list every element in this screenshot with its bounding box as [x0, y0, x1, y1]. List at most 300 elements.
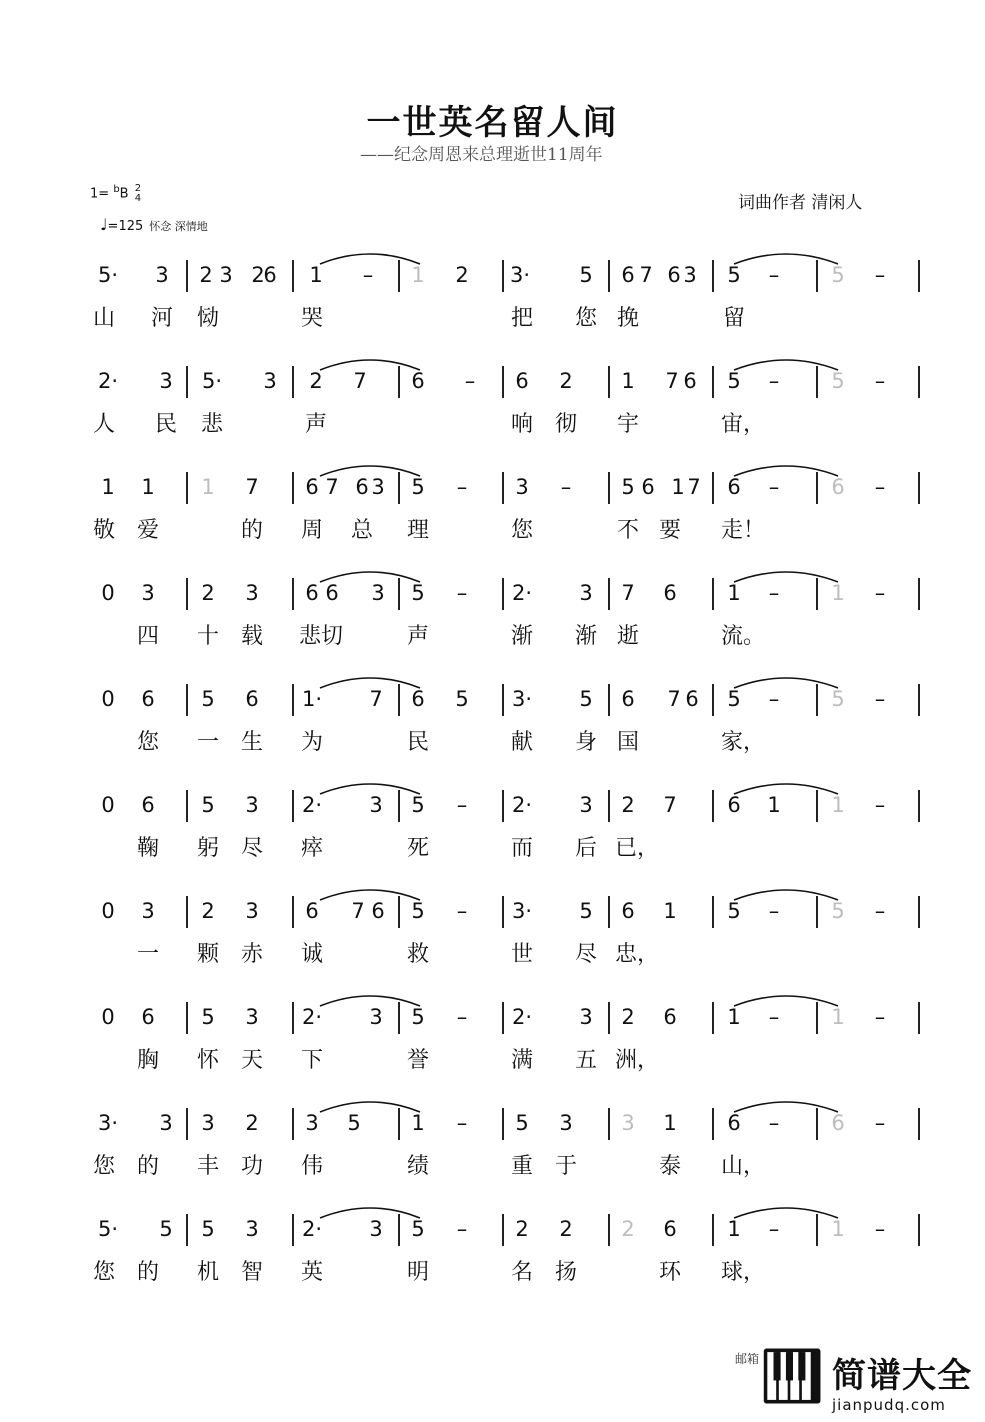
lyric: 名 [510, 1260, 533, 1285]
tie-arc [734, 1102, 838, 1112]
tie-arc [734, 572, 838, 582]
note: 1 [663, 899, 677, 923]
note: – [362, 263, 374, 287]
note: 5 [455, 687, 469, 711]
note: 5 [411, 1217, 425, 1241]
lyric: 挽 [616, 306, 639, 331]
note: 3 [515, 475, 529, 499]
lyric: 环 [658, 1260, 681, 1285]
note: 3 [245, 793, 259, 817]
lyric: 身 [574, 730, 597, 755]
piano-logo-icon [762, 1345, 824, 1407]
note: 3 [371, 581, 385, 605]
note: 5 [727, 687, 741, 711]
lyric: 理 [406, 518, 429, 543]
note: 7 [245, 475, 259, 499]
lyric: 要 [658, 518, 681, 543]
note: 2 [245, 1111, 259, 1135]
note: 6 [305, 899, 319, 923]
lyric: 死 [406, 836, 429, 861]
note: 5· [201, 369, 223, 393]
tie-arcs [0, 250, 985, 270]
note: 1 [831, 1005, 845, 1029]
note: 6 [621, 687, 635, 711]
note: 3 [369, 793, 383, 817]
note: 5· [97, 263, 119, 287]
note: 7 [621, 581, 635, 605]
tempo-marking: ♩=125 怀念 深情地 [100, 215, 208, 234]
note: 3 [201, 1111, 215, 1135]
lyric: 山 [92, 306, 115, 331]
note: 6 [621, 899, 635, 923]
note: – [874, 1111, 886, 1135]
note: 1 [621, 369, 635, 393]
note: 0 [101, 793, 115, 817]
note: 5 [579, 687, 593, 711]
note: – [874, 369, 886, 393]
note: 5 [411, 581, 425, 605]
lyric: 瘁 [300, 836, 323, 861]
note: – [874, 1217, 886, 1241]
lyric: 彻 [554, 412, 577, 437]
lyric: 走！ [721, 518, 766, 543]
lyric: 的 [240, 518, 263, 543]
tie-arc [734, 996, 838, 1006]
note: 6 [663, 1217, 677, 1241]
note: 5 [831, 369, 845, 393]
note: – [874, 475, 886, 499]
tie-arcs [0, 992, 985, 1012]
lyric: 于 [554, 1154, 577, 1179]
note: 5 [201, 1217, 215, 1241]
note: – [560, 475, 572, 499]
lyric: 响 [510, 412, 533, 437]
note: 3 [369, 1217, 383, 1241]
note: 3 [559, 1111, 573, 1135]
lyric: 宙， [721, 412, 766, 437]
note: 5 [347, 1111, 361, 1135]
tie-arcs [0, 674, 985, 694]
note: 6 [411, 687, 425, 711]
score-row [0, 568, 985, 668]
note: 5 [411, 475, 425, 499]
tie-arcs [0, 462, 985, 482]
lyric: 渐 [510, 624, 533, 649]
note: 5 [621, 475, 635, 499]
lyric: 逝 [616, 624, 639, 649]
lyric: 悲 [200, 412, 223, 437]
lyric: 赤 [240, 942, 263, 967]
note: – [874, 899, 886, 923]
lyric: 尽 [574, 942, 597, 967]
note: 6 [411, 369, 425, 393]
note: 2 [199, 263, 213, 287]
lyric: 恸 [196, 306, 219, 331]
author-credit: 词曲作者 清闲人 [738, 193, 863, 213]
note: 5· [97, 1217, 119, 1241]
logo-url: jianpudq.com [832, 1396, 946, 1414]
note: 6 [305, 475, 319, 499]
note: 7 [639, 263, 653, 287]
note: – [768, 263, 780, 287]
note: 1 [727, 581, 741, 605]
tie-arc [320, 572, 420, 582]
lyric: 救 [406, 942, 429, 967]
note: 5 [411, 1005, 425, 1029]
note: 6 [371, 899, 385, 923]
lyric: 一 [196, 730, 219, 755]
score-row [0, 886, 985, 986]
score-row [0, 1098, 985, 1198]
note: – [768, 1005, 780, 1029]
lyric: 爱 [136, 518, 159, 543]
note: 3 [579, 793, 593, 817]
lyric: 哭 [300, 306, 323, 331]
note: 5 [515, 1111, 529, 1135]
note: – [768, 581, 780, 605]
note: 5 [411, 793, 425, 817]
note: 2 [201, 899, 215, 923]
note: 1 [671, 475, 685, 499]
note: 5 [411, 899, 425, 923]
note: 3· [97, 1111, 119, 1135]
note: – [874, 263, 886, 287]
lyric: 您 [574, 306, 597, 331]
lyric: 声 [406, 624, 429, 649]
score-row [0, 356, 985, 456]
note: 5 [579, 899, 593, 923]
lyric: 功 [240, 1154, 263, 1179]
note: 6 [727, 475, 741, 499]
note: 3 [155, 263, 169, 287]
note: 5 [831, 899, 845, 923]
tie-arc [320, 890, 420, 900]
lyric: 您 [92, 1154, 115, 1179]
note: 7 [667, 687, 681, 711]
note: 3 [245, 899, 259, 923]
lyric: 的 [136, 1154, 159, 1179]
lyric: 而 [510, 836, 533, 861]
note: 1 [727, 1005, 741, 1029]
note: 5 [727, 369, 741, 393]
note: 1 [101, 475, 115, 499]
tie-arcs [0, 568, 985, 588]
key-signature: 1= $^b$B 2 4 [90, 183, 142, 204]
lyric: 满 [510, 1048, 533, 1073]
note: 1 [727, 1217, 741, 1241]
lyric: 颗 [196, 942, 219, 967]
tie-arcs [0, 1098, 985, 1118]
note: 2 [515, 1217, 529, 1241]
page-title: 一世英名留人间 [366, 103, 619, 143]
note: – [456, 581, 468, 605]
note: 6 [831, 475, 845, 499]
tie-arc [734, 466, 838, 476]
lyric: 机 [196, 1260, 219, 1285]
note: 3 [141, 581, 155, 605]
note: – [768, 369, 780, 393]
note: – [456, 899, 468, 923]
score-row [0, 250, 985, 350]
note: 2· [301, 793, 323, 817]
lyric: 总 [350, 518, 373, 543]
lyric: 您 [92, 1260, 115, 1285]
note: 7 [353, 369, 367, 393]
note: – [874, 1005, 886, 1029]
note: 2· [97, 369, 119, 393]
note: 3 [159, 369, 173, 393]
note: 1· [301, 687, 323, 711]
lyric: 您 [510, 518, 533, 543]
lyric: 绩 [406, 1154, 429, 1179]
note: 6 [641, 475, 655, 499]
note: 2 [559, 1217, 573, 1241]
note: 7 [369, 687, 383, 711]
note: 2 [621, 793, 635, 817]
note: 6 [141, 793, 155, 817]
lyric: 下 [300, 1048, 323, 1073]
note: – [464, 369, 476, 393]
lyric: 悲切 [299, 624, 344, 649]
lyric: 已， [615, 836, 660, 861]
note: 6 [245, 687, 259, 711]
note: 6 [831, 1111, 845, 1135]
lyric: 智 [240, 1260, 263, 1285]
tie-arcs [0, 356, 985, 376]
lyric: 忠， [615, 942, 660, 967]
lyric: 人 [92, 412, 115, 437]
tie-arcs [0, 1204, 985, 1224]
note: – [456, 1111, 468, 1135]
tie-arc [320, 360, 420, 370]
lyric: 十 [196, 624, 219, 649]
tie-arc [320, 466, 420, 476]
logo-text: 简谱大全 [832, 1356, 972, 1396]
lyric: 敬 [92, 518, 115, 543]
subtitle: ——纪念周恩来总理逝世11周年 [360, 145, 603, 165]
lyric: 民 [406, 730, 429, 755]
score-row [0, 992, 985, 1092]
score-row [0, 1204, 985, 1304]
note: 6 [727, 1111, 741, 1135]
quarter-note-icon: ♩ [100, 215, 108, 234]
note: 2· [511, 1005, 533, 1029]
lyric: 胸 [136, 1048, 159, 1073]
note: 3 [621, 1111, 635, 1135]
note: 0 [101, 581, 115, 605]
lyric: 鞠 [136, 836, 159, 861]
lyric: 把 [510, 306, 533, 331]
mail-label: 邮箱 [735, 1352, 760, 1366]
lyric: 河 [150, 306, 173, 331]
note: – [768, 687, 780, 711]
note: – [456, 475, 468, 499]
lyric: 山， [721, 1154, 766, 1179]
lyric: 丰 [196, 1154, 219, 1179]
lyric: 伟 [300, 1154, 323, 1179]
note: 6 [621, 263, 635, 287]
lyric: 明 [406, 1260, 429, 1285]
note: 7 [665, 369, 679, 393]
note: 1 [411, 263, 425, 287]
note: 5 [727, 263, 741, 287]
note: 6 [325, 581, 339, 605]
tie-arcs [0, 780, 985, 800]
tie-arc [734, 1208, 838, 1218]
note: 2 [309, 369, 323, 393]
lyric: 四 [136, 624, 159, 649]
lyric: 的 [136, 1260, 159, 1285]
note: 2 [201, 581, 215, 605]
note: 6 [727, 793, 741, 817]
note: 1 [309, 263, 323, 287]
lyric: 渐 [574, 624, 597, 649]
tie-arc [734, 890, 838, 900]
note: 2 [621, 1005, 635, 1029]
note: 6 [663, 581, 677, 605]
note: – [456, 1217, 468, 1241]
note: 2· [301, 1005, 323, 1029]
lyric: 国 [616, 730, 639, 755]
note: 3 [245, 1217, 259, 1241]
note: 3· [511, 899, 533, 923]
note: 7 [351, 899, 365, 923]
note: 3 [245, 581, 259, 605]
note: 1 [663, 1111, 677, 1135]
note: 5 [159, 1217, 173, 1241]
note: 3 [245, 1005, 259, 1029]
note: 6 [683, 369, 697, 393]
note: 3 [579, 1005, 593, 1029]
score-row [0, 780, 985, 880]
lyric: 泰 [658, 1154, 681, 1179]
lyric: 怀 [196, 1048, 219, 1073]
time-signature: 2 4 [134, 183, 142, 204]
note: 3 [369, 1005, 383, 1029]
note: 3 [683, 263, 697, 287]
score-row [0, 462, 985, 562]
note: – [874, 581, 886, 605]
note: 2 [559, 369, 573, 393]
note: 0 [101, 899, 115, 923]
note: 6 [263, 263, 277, 287]
note: – [874, 793, 886, 817]
note: 5 [201, 1005, 215, 1029]
note: 1 [831, 1217, 845, 1241]
note: 1 [831, 581, 845, 605]
lyric: 诚 [300, 942, 323, 967]
note: 7 [687, 475, 701, 499]
note: 3 [579, 581, 593, 605]
tie-arc [734, 360, 838, 370]
note: 6 [305, 581, 319, 605]
note: 2· [511, 793, 533, 817]
note: 2 [455, 263, 469, 287]
tie-arc [734, 784, 838, 794]
tie-arc [320, 1208, 420, 1218]
lyric: 躬 [196, 836, 219, 861]
tie-arc [320, 1102, 420, 1112]
tie-arc [320, 784, 420, 794]
tie-arc [320, 678, 420, 688]
note: 1 [141, 475, 155, 499]
lyric: 天 [240, 1048, 263, 1073]
note: 3 [371, 475, 385, 499]
lyric: 民 [154, 412, 177, 437]
note: 3 [141, 899, 155, 923]
note: 5 [201, 793, 215, 817]
lyric: 不 [616, 518, 639, 543]
lyric: 载 [240, 624, 263, 649]
lyric: 扬 [554, 1260, 577, 1285]
lyric: 五 [574, 1048, 597, 1073]
note: 0 [101, 1005, 115, 1029]
lyric: 流。 [721, 624, 766, 649]
note: 5 [831, 263, 845, 287]
lyric: 洲， [615, 1048, 660, 1073]
note: 6 [141, 687, 155, 711]
tie-arcs [0, 886, 985, 906]
note: 6 [685, 687, 699, 711]
score-row [0, 674, 985, 774]
lyric: 为 [300, 730, 323, 755]
note: 1 [831, 793, 845, 817]
lyric: 声 [304, 412, 327, 437]
note: 5 [831, 687, 845, 711]
note: 3 [219, 263, 233, 287]
note: – [456, 1005, 468, 1029]
note: 5 [727, 899, 741, 923]
note: 1 [201, 475, 215, 499]
note: 2 [621, 1217, 635, 1241]
tie-arc [320, 996, 420, 1006]
lyric: 后 [574, 836, 597, 861]
note: 3 [159, 1111, 173, 1135]
note: 6 [667, 263, 681, 287]
lyric: 重 [510, 1154, 533, 1179]
note: 6 [355, 475, 369, 499]
note: 7 [325, 475, 339, 499]
lyric: 一 [136, 942, 159, 967]
lyric: 献 [510, 730, 533, 755]
note: 5 [579, 263, 593, 287]
note: 5 [201, 687, 215, 711]
lyric: 周 [300, 518, 323, 543]
lyric: 世 [510, 942, 533, 967]
note: 3 [263, 369, 277, 393]
lyric: 留 [722, 306, 745, 331]
note: – [456, 793, 468, 817]
note: 2· [301, 1217, 323, 1241]
tie-arc [734, 678, 838, 688]
lyric: 誉 [406, 1048, 429, 1073]
note: 3· [511, 687, 533, 711]
note: 1 [767, 793, 781, 817]
note: 7 [663, 793, 677, 817]
lyric: 球， [721, 1260, 766, 1285]
note: – [768, 1217, 780, 1241]
note: 6 [141, 1005, 155, 1029]
note: 6 [515, 369, 529, 393]
note: – [874, 687, 886, 711]
tie-arc [320, 254, 420, 264]
note: 3 [305, 1111, 319, 1135]
note: 0 [101, 687, 115, 711]
note: 2 [251, 263, 265, 287]
lyric: 宇 [616, 412, 639, 437]
lyric: 您 [136, 730, 159, 755]
note: 2· [511, 581, 533, 605]
